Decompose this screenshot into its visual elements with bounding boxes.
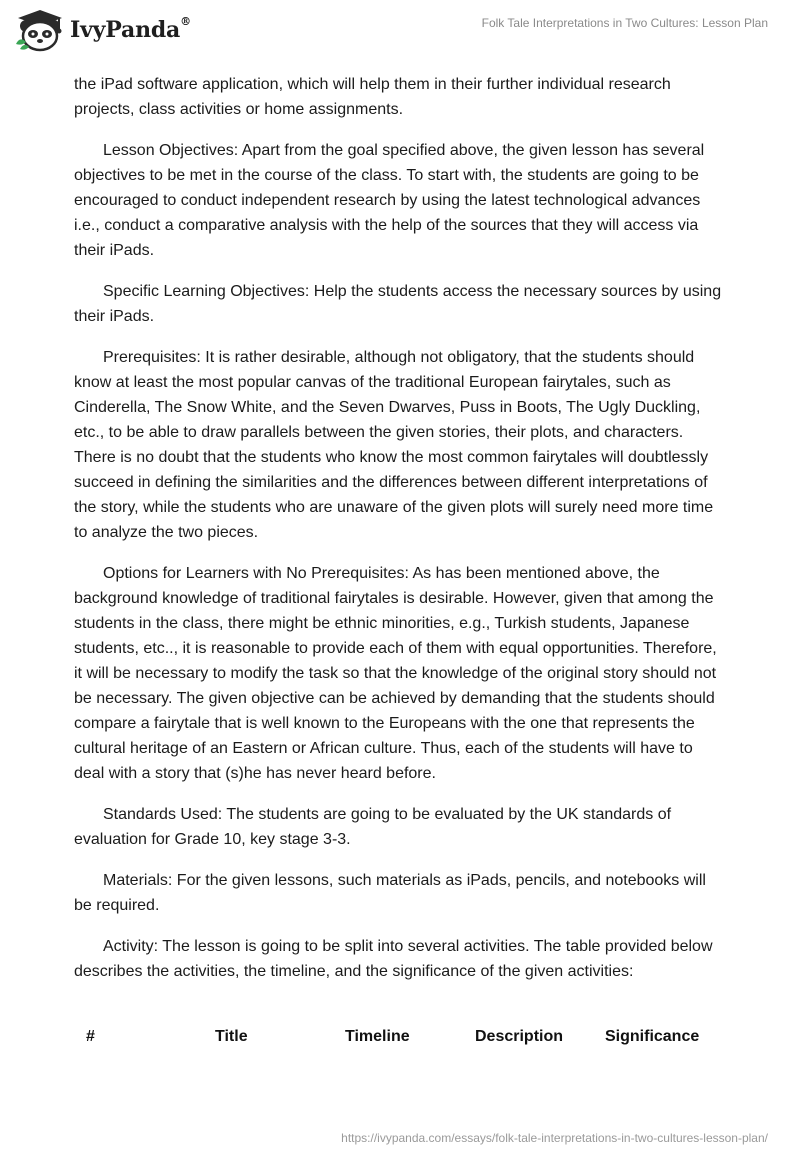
activities-table-header [0,1028,800,1050]
paragraph-activity: Activity: The lesson is going to be split into several activities. The table provided below describes the activities, the timeline, and the significance of the given activities: [74,938,713,980]
column-header-description: Description [475,1028,564,1045]
column-header-timeline: Timeline [345,1028,410,1045]
ivypanda-logo[interactable] [14,8,191,52]
paragraph-standards-used: Standards Used: The students are going to be evaluated by the UK standards of evaluation for Grade 10, key stage 3-3. [74,806,672,848]
column-header-significance: Significance [605,1028,700,1045]
paragraph-intro-continued: the iPad software application, which will help them in their further individual research projects, class activities or home assignments. [74,76,671,118]
column-header-number: # [86,1028,95,1045]
document-title: Folk Tale Interpretations in Two Cultures: Lesson Plan [481,16,768,30]
source-url[interactable]: https://ivypanda.com/essays/folk-tale-interpretations-in-two-cultures-lesson-plan/ [341,1131,768,1145]
paragraph-prerequisites: Prerequisites: It is rather desirable, although not obligatory, that the students should know at least the most popular canvas of the traditional European fairytales, such as Cinderella, The Snow White, and the Seven Dwarves, Puss in Boots, The Ugly Duckling, etc., to be able to draw parallels between the given stories, their plots, and characters. There is no doubt that the students who know the most common fairytales will doubtlessly succeed in defining the similarities and the differences between different interpretations of the story, while the students who are unaware of the given plots will surely need more time to analyze the two pieces. [74,349,714,541]
paragraph-specific-objectives: Specific Learning Objectives: Help the students access the necessary sources by using their iPads. [74,283,722,325]
column-header-title: Title [215,1028,248,1045]
paragraph-options-no-prerequisites: Options for Learners with No Prerequisites: As has been mentioned above, the background knowledge of traditional fairytales is desirable. However, given that among the students in the class, there might be ethnic minorities, e.g., Turkish students, Japanese students, etc.., it is reasonable to provide each of them with equal opportunities. Therefore, it will be necessary to modify the task so that the knowledge of the original story should not be necessary. The given objective can be achieved by demanding that the students should compare a fairytale that is well known to the Europeans with the one that represents the cultural heritage of an Eastern or African culture. Thus, each of the students will have to deal with a story that (s)he has never heard before. [74,565,717,782]
article-body [74,72,726,1000]
panda-graduate-icon [14,8,66,52]
page-header [0,0,800,70]
paragraph-lesson-objectives: Lesson Objectives: Apart from the goal specified above, the given lesson has several objectives to be met in the course of the class. To start with, the students are going to be encouraged to conduct independent research by using the latest technological advances i.e., conduct a comparative analysis with the help of the sources that they will access via their iPads. [74,142,705,259]
brand-name: IvyPanda® [70,15,191,43]
paragraph-materials: Materials: For the given lessons, such materials as iPads, pencils, and notebooks will be required. [74,872,706,914]
